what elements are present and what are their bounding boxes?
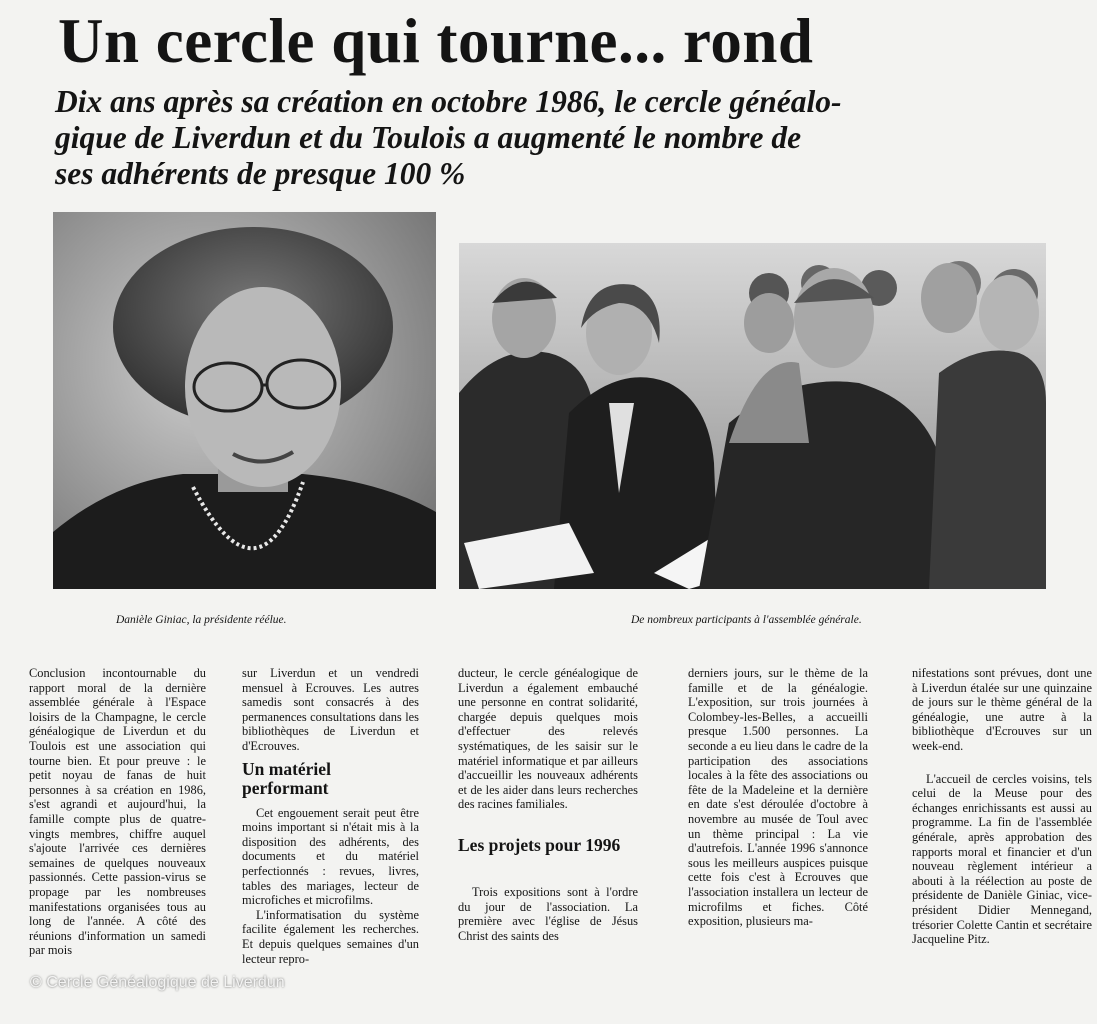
audience-photo (459, 243, 1046, 589)
audience-image (459, 243, 1046, 589)
paragraph: Conclusion incontournable du rapport moral de la dernière assemblée générale à l'Espace loisirs de la Champagne, le cercle généalogique de Liverdun et du Toulois est une association qui tourne bien. Et pour preuve : le petit noyau de fanas de huit personnes à sa création en 1986, s'est agrandi et aujourd'hui, la famille compte plus de quatre-vingts membres, chiffre auquel s'ajoute l'arrivée ces dernières semaines de quelques nouveaux passionnés. Cette passion-virus se propage par les nombreuses manifestations organisées tous au long de l'année. A côté des réunions d'information un samedi par mois (29, 666, 206, 958)
subheadline-line: Dix ans après sa création en octobre 1986, le cercle généalo- (55, 84, 842, 119)
section-heading: Un matériel performant (242, 758, 331, 798)
headline: Un cercle qui tourne... rond (58, 6, 814, 76)
article-column-4 (688, 666, 868, 1024)
subheadline (55, 84, 1090, 192)
paragraph: sur Liverdun et un vendredi mensuel à Ecrouves. Les autres samedis sont consacrés à des permanences consultations dans les bibliothèques de Liverdun et d'Ecrouves. (242, 666, 419, 753)
portrait-photo (53, 212, 436, 589)
paragraph: nifestations sont prévues, dont une à Liverdun étalée sur une quinzaine de jours sur le thème général de la généalogie, une autre à la bibliothèque d'Ecrouves sur un week-end. (912, 666, 1092, 753)
copyright-watermark: © Cercle Généalogique de Liverdun (30, 974, 285, 991)
audience-caption: De nombreux participants à l'assemblée générale. (631, 614, 862, 626)
paragraph: L'accueil de cercles voisins, tels celui de la Meuse pour des échanges enrichissants est aussi au programme. La fin de l'assemblée générale, après approbation des rapports moral et financier et d'un nouveau règlement intérieur a abouti à la réélection au poste de présidente de Danièle Giniac, vice-président Didier Mennegand, trésorier Colette Cantin et secrétaire Jacqueline Pitz. (912, 771, 1092, 947)
paragraph: Trois expositions sont à l'ordre du jour de l'association. La première avec l'église de Jésus Christ des saints des (458, 884, 638, 943)
section-heading: Les projets pour 1996 (458, 834, 621, 855)
paragraph: derniers jours, sur le thème de la famille et de la généalogie. L'exposition, sur trois journées à Colombey-les-Belles, a accueilli presque 1.500 personnes. La seconde a eu lieu dans le cadre de la participation des associations locales à la fête des associations ou fête de la Madeleine et la dernière en date s'est déroulée d'octobre à novembre au musée de Toul avec un thème principal : La vie d'autrefois. L'année 1996 s'annonce sous les meilleurs auspices puisque cette fois c'est à Ecrouves que l'association installera un lecteur de microfilms et fiches. Côté exposition, plusieurs ma- (688, 666, 868, 929)
article-column-3 (458, 666, 638, 1024)
article-column-1 (29, 666, 206, 1024)
article-column-2 (242, 666, 419, 1024)
article-column-5 (912, 666, 1092, 1024)
paragraph: Cet engouement serait peut être moins important si n'était mis à la disposition des adhérents, des documents et du matériel perfectionnés : revues, livres, tables des mariages, lecteur de microfiches et microfilms. (242, 805, 419, 908)
portrait-image (53, 212, 436, 589)
portrait-caption: Danièle Giniac, la présidente réélue. (116, 614, 287, 626)
subheadline-line: ses adhérents de presque 100 % (55, 156, 466, 191)
paragraph: L'informatisation du système facilite également les recherches. Et depuis quelques semaines d'un lecteur repro- (242, 907, 419, 966)
paragraph: ducteur, le cercle généalogique de Liverdun a également embauché une personne en contrat solidarité, chargée depuis quelques mois d'effectuer des relevés systématiques, de les saisir sur le matériel informatique et par ailleurs d'accueillir les nouveaux adhérents et de les aider dans leurs recherches des racines familiales. (458, 666, 638, 812)
subheadline-line: gique de Liverdun et du Toulois a augmenté le nombre de (55, 120, 802, 155)
